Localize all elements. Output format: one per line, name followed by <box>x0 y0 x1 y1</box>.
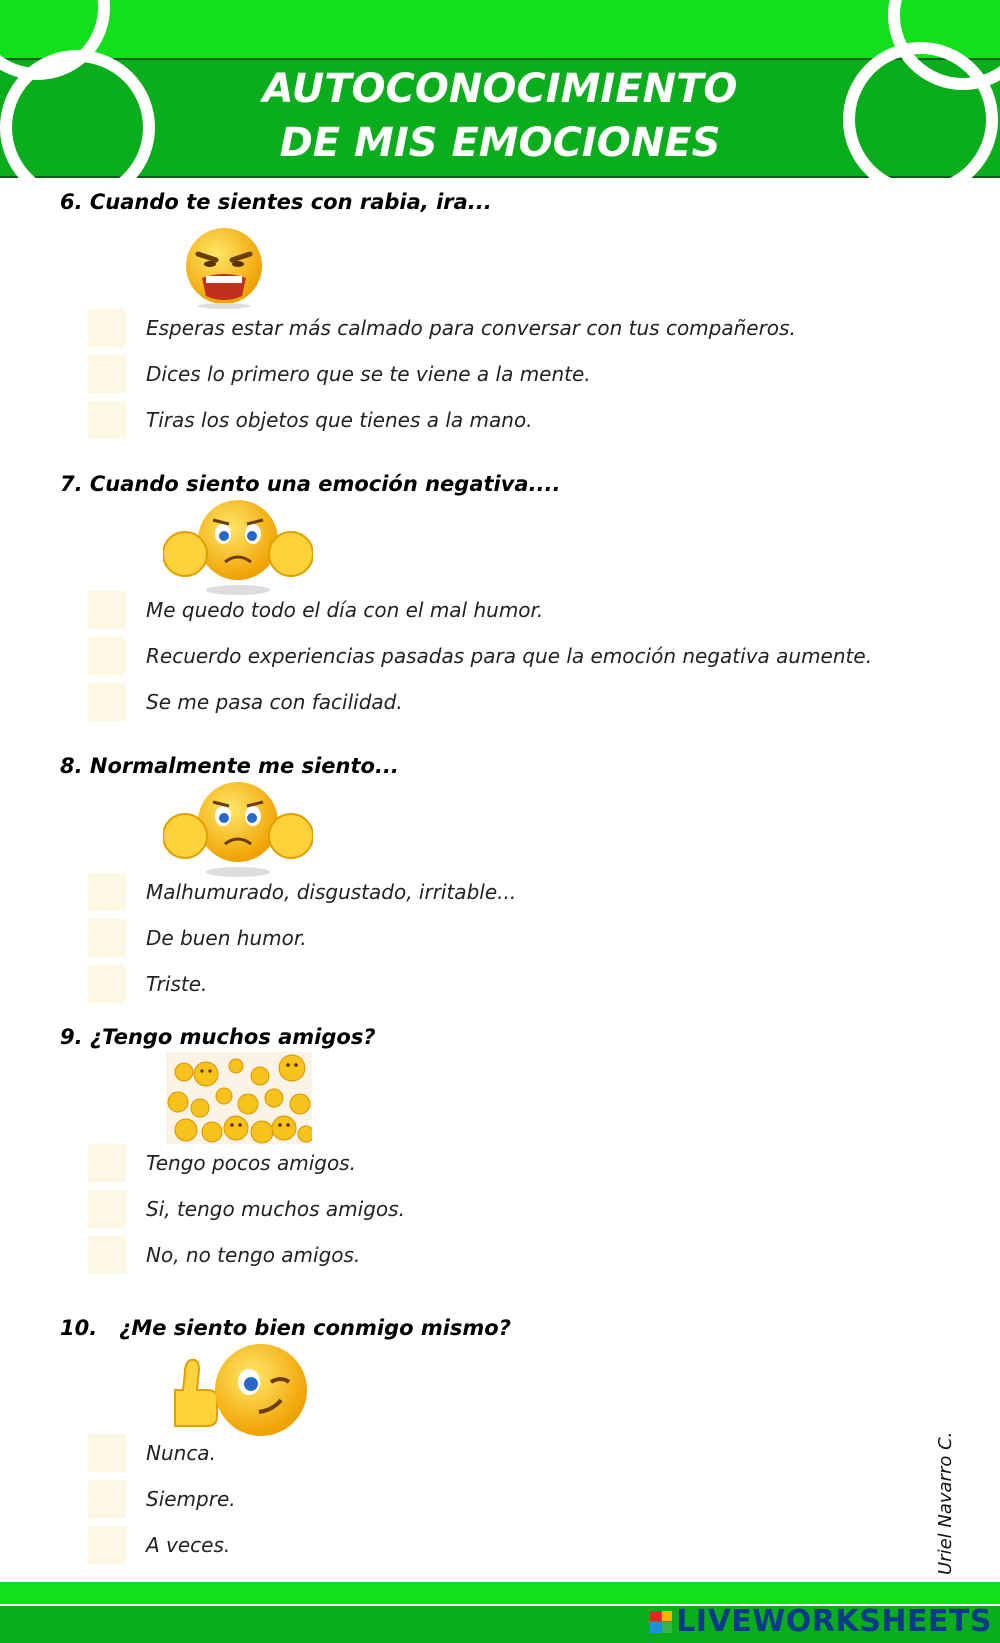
answer-checkbox[interactable] <box>88 309 126 347</box>
answer-option-label: A veces. <box>146 1533 231 1557</box>
answer-checkbox[interactable] <box>88 401 126 439</box>
answer-option-label: De buen humor. <box>146 926 307 950</box>
answer-option-label: Tiras los objetos que tienes a la mano. <box>146 408 533 432</box>
answer-option-label: Si, tengo muchos amigos. <box>146 1197 405 1221</box>
answer-option[interactable] <box>88 918 307 958</box>
header-banner <box>0 0 1000 178</box>
answer-option-label: Nunca. <box>146 1441 216 1465</box>
header-top-stripe <box>0 0 1000 58</box>
question-7-title: 7. Cuando siento una emoción negativa.... <box>60 472 561 496</box>
liveworksheets-logo-icon <box>650 1611 672 1633</box>
answer-option[interactable] <box>88 400 533 440</box>
answer-checkbox[interactable] <box>88 1190 126 1228</box>
answer-option[interactable] <box>88 964 207 1004</box>
answer-option-label: No, no tengo amigos. <box>146 1243 361 1267</box>
many-smileys-icon <box>166 1052 312 1144</box>
answer-option[interactable] <box>88 1433 216 1473</box>
author-credit: Uriel Navarro C. <box>935 1431 956 1575</box>
footer-bar <box>0 1582 1000 1643</box>
answer-checkbox[interactable] <box>88 873 126 911</box>
answer-option-label: Triste. <box>146 972 208 996</box>
question-8-title: 8. Normalmente me siento... <box>60 754 399 778</box>
answer-option[interactable] <box>88 1479 236 1519</box>
answer-checkbox[interactable] <box>88 1526 126 1564</box>
answer-option-label: Malhumurado, disgustado, irritable... <box>146 880 517 904</box>
answer-option[interactable] <box>88 682 403 722</box>
answer-option[interactable] <box>88 872 516 912</box>
page-title-line-1: AUTOCONOCIMIENTO <box>262 66 738 112</box>
answer-checkbox[interactable] <box>88 355 126 393</box>
sad-fists-face-icon <box>163 496 313 596</box>
answer-option-label: Tengo pocos amigos. <box>146 1151 356 1175</box>
answer-option[interactable] <box>88 590 543 630</box>
question-6-title: 6. Cuando te sientes con rabia, ira... <box>60 190 492 214</box>
brand-link[interactable] <box>650 1604 992 1639</box>
answer-option-label: Dices lo primero que se te viene a la mente. <box>146 362 591 386</box>
question-9-title: 9. ¿Tengo muchos amigos? <box>60 1025 376 1049</box>
answer-option-label: Recuerdo experiencias pasadas para que la emoción negativa aumente. <box>146 644 873 668</box>
answer-checkbox[interactable] <box>88 965 126 1003</box>
answer-checkbox[interactable] <box>88 637 126 675</box>
question-10-title: 10. ¿Me siento bien conmigo mismo? <box>60 1316 511 1340</box>
brand-name: LIVEWORKSHEETS <box>676 1604 992 1639</box>
page-title <box>0 62 1000 170</box>
answer-checkbox[interactable] <box>88 1144 126 1182</box>
angry-face-icon <box>180 226 268 310</box>
footer-stripe <box>0 1582 1000 1604</box>
answer-option-label: Esperas estar más calmado para conversar con tus compañeros. <box>146 316 796 340</box>
answer-option-label: Me quedo todo el día con el mal humor. <box>146 598 544 622</box>
answer-option[interactable] <box>88 1143 356 1183</box>
answer-option[interactable] <box>88 308 796 348</box>
answer-option[interactable] <box>88 636 872 676</box>
answer-checkbox[interactable] <box>88 683 126 721</box>
sad-fists-face-icon <box>163 778 313 878</box>
answer-checkbox[interactable] <box>88 1236 126 1274</box>
answer-option-label: Siempre. <box>146 1487 236 1511</box>
answer-checkbox[interactable] <box>88 919 126 957</box>
answer-option[interactable] <box>88 1525 230 1565</box>
answer-checkbox[interactable] <box>88 1480 126 1518</box>
answer-option[interactable] <box>88 354 591 394</box>
wink-thumbs-up-icon <box>163 1340 313 1440</box>
answer-option[interactable] <box>88 1235 360 1275</box>
answer-option[interactable] <box>88 1189 405 1229</box>
answer-checkbox[interactable] <box>88 591 126 629</box>
page-title-line-2: DE MIS EMOCIONES <box>279 120 721 166</box>
answer-checkbox[interactable] <box>88 1434 126 1472</box>
answer-option-label: Se me pasa con facilidad. <box>146 690 403 714</box>
